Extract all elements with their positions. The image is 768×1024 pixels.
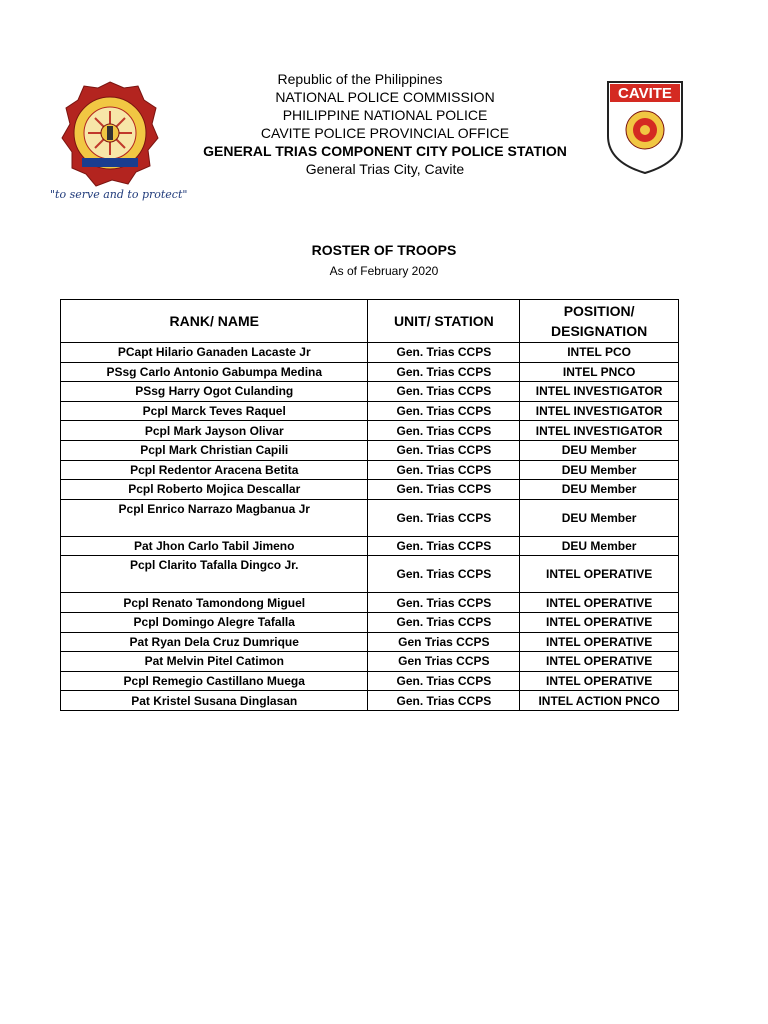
position-cell: DEU Member <box>520 536 679 556</box>
rank-name-cell: Pcpl Enrico Narrazo Magbanua Jr <box>61 499 368 536</box>
document-title: ROSTER OF TROOPS <box>311 242 457 258</box>
unit-cell: Gen. Trias CCPS <box>368 382 520 402</box>
unit-cell: Gen. Trias CCPS <box>368 612 520 632</box>
roster-table <box>60 299 679 711</box>
rank-name-cell: PSsg Carlo Antonio Gabumpa Medina <box>61 362 368 382</box>
table-row <box>61 460 679 480</box>
cavite-banner-text: CAVITE <box>618 85 672 102</box>
rank-name-cell: Pat Kristel Susana Dinglasan <box>61 691 368 711</box>
column-header-unit-station: UNIT/ STATION <box>368 300 520 343</box>
rank-name-cell: PSsg Harry Ogot Culanding <box>61 382 368 402</box>
position-cell: DEU Member <box>520 440 679 460</box>
table-row <box>61 499 679 536</box>
table-row <box>61 343 679 363</box>
position-cell: INTEL ACTION PNCO <box>520 691 679 711</box>
table-row <box>61 362 679 382</box>
position-cell: INTEL OPERATIVE <box>520 632 679 652</box>
column-header-rank-name: RANK/ NAME <box>61 300 368 343</box>
table-row <box>61 536 679 556</box>
table-row <box>61 440 679 460</box>
document-subtitle: As of February 2020 <box>329 264 439 278</box>
header-line-station: GENERAL TRIAS COMPONENT CITY POLICE STATION <box>203 143 567 159</box>
unit-cell: Gen Trias CCPS <box>368 652 520 672</box>
header-line-napolcom: NATIONAL POLICE COMMISSION <box>275 89 495 105</box>
table-row <box>61 421 679 441</box>
rank-name-cell: Pcpl Mark Jayson Olivar <box>61 421 368 441</box>
rank-name-cell: Pcpl Remegio Castillano Muega <box>61 671 368 691</box>
column-header-position: POSITION/ DESIGNATION <box>520 300 679 343</box>
table-row <box>61 556 679 593</box>
table-row <box>61 612 679 632</box>
rank-name-cell: Pcpl Clarito Tafalla Dingco Jr. <box>61 556 368 593</box>
position-cell: INTEL PNCO <box>520 362 679 382</box>
table-header-row <box>61 300 679 343</box>
unit-cell: Gen. Trias CCPS <box>368 499 520 536</box>
table-row <box>61 480 679 500</box>
unit-cell: Gen. Trias CCPS <box>368 421 520 441</box>
header-line-pnp: PHILIPPINE NATIONAL POLICE <box>282 107 488 123</box>
table-row <box>61 691 679 711</box>
unit-cell: Gen. Trias CCPS <box>368 460 520 480</box>
table-row <box>61 632 679 652</box>
position-cell: INTEL OPERATIVE <box>520 612 679 632</box>
position-cell: INTEL PCO <box>520 343 679 363</box>
position-cell: INTEL OPERATIVE <box>520 652 679 672</box>
rank-name-cell: Pcpl Renato Tamondong Miguel <box>61 593 368 613</box>
table-row <box>61 652 679 672</box>
position-cell: DEU Member <box>520 460 679 480</box>
motto-text: "to serve and to protect" <box>50 188 188 201</box>
header-line-cavite-ppo: CAVITE POLICE PROVINCIAL OFFICE <box>260 125 510 141</box>
rank-name-cell: Pcpl Roberto Mojica Descallar <box>61 480 368 500</box>
header-line-republic: Republic of the Philippines <box>277 71 443 87</box>
unit-cell: Gen. Trias CCPS <box>368 593 520 613</box>
letterhead <box>140 70 630 178</box>
unit-cell: Gen. Trias CCPS <box>368 556 520 593</box>
table-row <box>61 593 679 613</box>
rank-name-cell: Pcpl Marck Teves Raquel <box>61 401 368 421</box>
unit-cell: Gen. Trias CCPS <box>368 401 520 421</box>
position-cell: INTEL OPERATIVE <box>520 593 679 613</box>
unit-cell: Gen. Trias CCPS <box>368 691 520 711</box>
table-row <box>61 382 679 402</box>
unit-cell: Gen. Trias CCPS <box>368 480 520 500</box>
unit-cell: Gen. Trias CCPS <box>368 536 520 556</box>
rank-name-cell: Pat Jhon Carlo Tabil Jimeno <box>61 536 368 556</box>
rank-name-cell: Pat Melvin Pitel Catimon <box>61 652 368 672</box>
position-cell: INTEL OPERATIVE <box>520 671 679 691</box>
unit-cell: Gen Trias CCPS <box>368 632 520 652</box>
rank-name-cell: Pcpl Mark Christian Capili <box>61 440 368 460</box>
rank-name-cell: Pcpl Redentor Aracena Betita <box>61 460 368 480</box>
rank-name-cell: Pcpl Domingo Alegre Tafalla <box>61 612 368 632</box>
unit-cell: Gen. Trias CCPS <box>368 671 520 691</box>
position-cell: INTEL INVESTIGATOR <box>520 401 679 421</box>
rank-name-cell: PCapt Hilario Ganaden Lacaste Jr <box>61 343 368 363</box>
unit-cell: Gen. Trias CCPS <box>368 343 520 363</box>
position-cell: DEU Member <box>520 480 679 500</box>
unit-cell: Gen. Trias CCPS <box>368 440 520 460</box>
unit-cell: Gen. Trias CCPS <box>368 362 520 382</box>
table-row <box>61 671 679 691</box>
table-row <box>61 401 679 421</box>
header-line-city: General Trias City, Cavite <box>305 161 465 177</box>
position-cell: INTEL OPERATIVE <box>520 556 679 593</box>
position-cell: INTEL INVESTIGATOR <box>520 421 679 441</box>
position-cell: DEU Member <box>520 499 679 536</box>
rank-name-cell: Pat Ryan Dela Cruz Dumrique <box>61 632 368 652</box>
position-cell: INTEL INVESTIGATOR <box>520 382 679 402</box>
